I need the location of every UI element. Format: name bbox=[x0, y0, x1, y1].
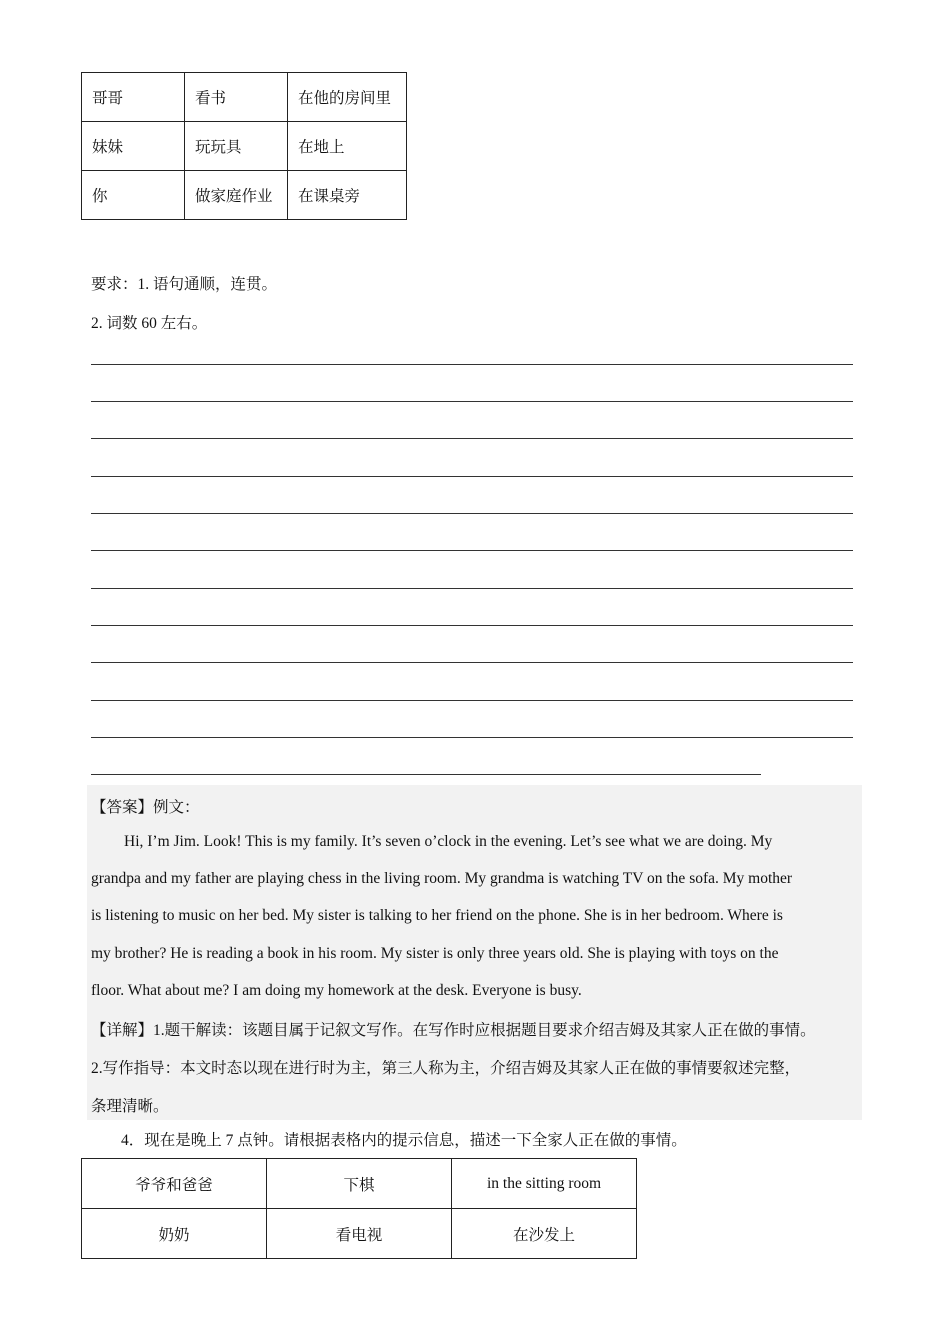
answer-text-line: my brother? He is reading a book in his room. My sister is only three years old. She is playing with toys on the bbox=[91, 945, 779, 962]
table-row bbox=[82, 1209, 637, 1259]
table-cell: 看书 bbox=[185, 73, 288, 122]
writing-line bbox=[91, 625, 853, 626]
table-cell: 在课桌旁 bbox=[288, 171, 407, 220]
writing-line bbox=[91, 737, 853, 738]
table-row bbox=[82, 1159, 637, 1209]
writing-line bbox=[91, 364, 853, 365]
table-row bbox=[82, 73, 407, 122]
table-cell: 看电视 bbox=[267, 1209, 452, 1259]
answer-text-line: is listening to music on her bed. My sister is talking to her friend on the phone. She is in her bedroom. Where is bbox=[91, 907, 783, 924]
family-activity-table-top bbox=[81, 72, 407, 220]
answer-text-line: Hi, I’m Jim. Look! This is my family. It’s seven o’clock in the evening. Let’s see what we are doing. My bbox=[124, 833, 773, 850]
table-cell: 在他的房间里 bbox=[288, 73, 407, 122]
answer-section bbox=[87, 785, 862, 1120]
writing-line bbox=[91, 588, 853, 589]
writing-line bbox=[91, 476, 853, 477]
table-cell: 下棋 bbox=[267, 1159, 452, 1209]
table-row bbox=[82, 122, 407, 171]
table-cell: 妹妹 bbox=[82, 122, 185, 171]
answer-label: 【答案】例文： bbox=[91, 799, 200, 816]
family-activity-table-bottom bbox=[81, 1158, 637, 1259]
table-cell: in the sitting room bbox=[452, 1159, 637, 1209]
detail-text-line: 【详解】1.题干解读：该题目属于记叙文写作。在写作时应根据题目要求介绍吉姆及其家人正在做的事情。 bbox=[91, 1022, 816, 1039]
detail-text-line: 2.写作指导：本文时态以现在进行时为主，第三人称为主，介绍吉姆及其家人正在做的事情要叙述完整， bbox=[91, 1060, 801, 1077]
table-row bbox=[82, 171, 407, 220]
answer-text-line: grandpa and my father are playing chess in the living room. My grandma is watching TV on the sofa. My mother bbox=[91, 870, 793, 887]
question-4-prompt: 4．现在是晚上 7 点钟。请根据表格内的提示信息，描述一下全家人正在做的事情。 bbox=[121, 1132, 687, 1149]
writing-line bbox=[91, 401, 853, 402]
writing-line bbox=[91, 662, 853, 663]
requirement-line-2: 2. 词数 60 左右。 bbox=[91, 315, 208, 332]
table-cell: 在地上 bbox=[288, 122, 407, 171]
answer-text-line: floor. What about me? I am doing my homework at the desk. Everyone is busy. bbox=[91, 982, 582, 999]
table-cell: 在沙发上 bbox=[452, 1209, 637, 1259]
table-cell: 哥哥 bbox=[82, 73, 185, 122]
writing-line bbox=[91, 700, 853, 701]
table-cell: 玩玩具 bbox=[185, 122, 288, 171]
writing-line bbox=[91, 774, 761, 775]
detail-text-line: 条理清晰。 bbox=[91, 1098, 169, 1115]
writing-line bbox=[91, 513, 853, 514]
table-cell: 你 bbox=[82, 171, 185, 220]
table-cell: 做家庭作业 bbox=[185, 171, 288, 220]
writing-line bbox=[91, 438, 853, 439]
table-cell: 爷爷和爸爸 bbox=[82, 1159, 267, 1209]
requirement-line-1: 要求：1. 语句通顺，连贯。 bbox=[91, 276, 278, 293]
writing-line bbox=[91, 550, 853, 551]
table-cell: 奶奶 bbox=[82, 1209, 267, 1259]
